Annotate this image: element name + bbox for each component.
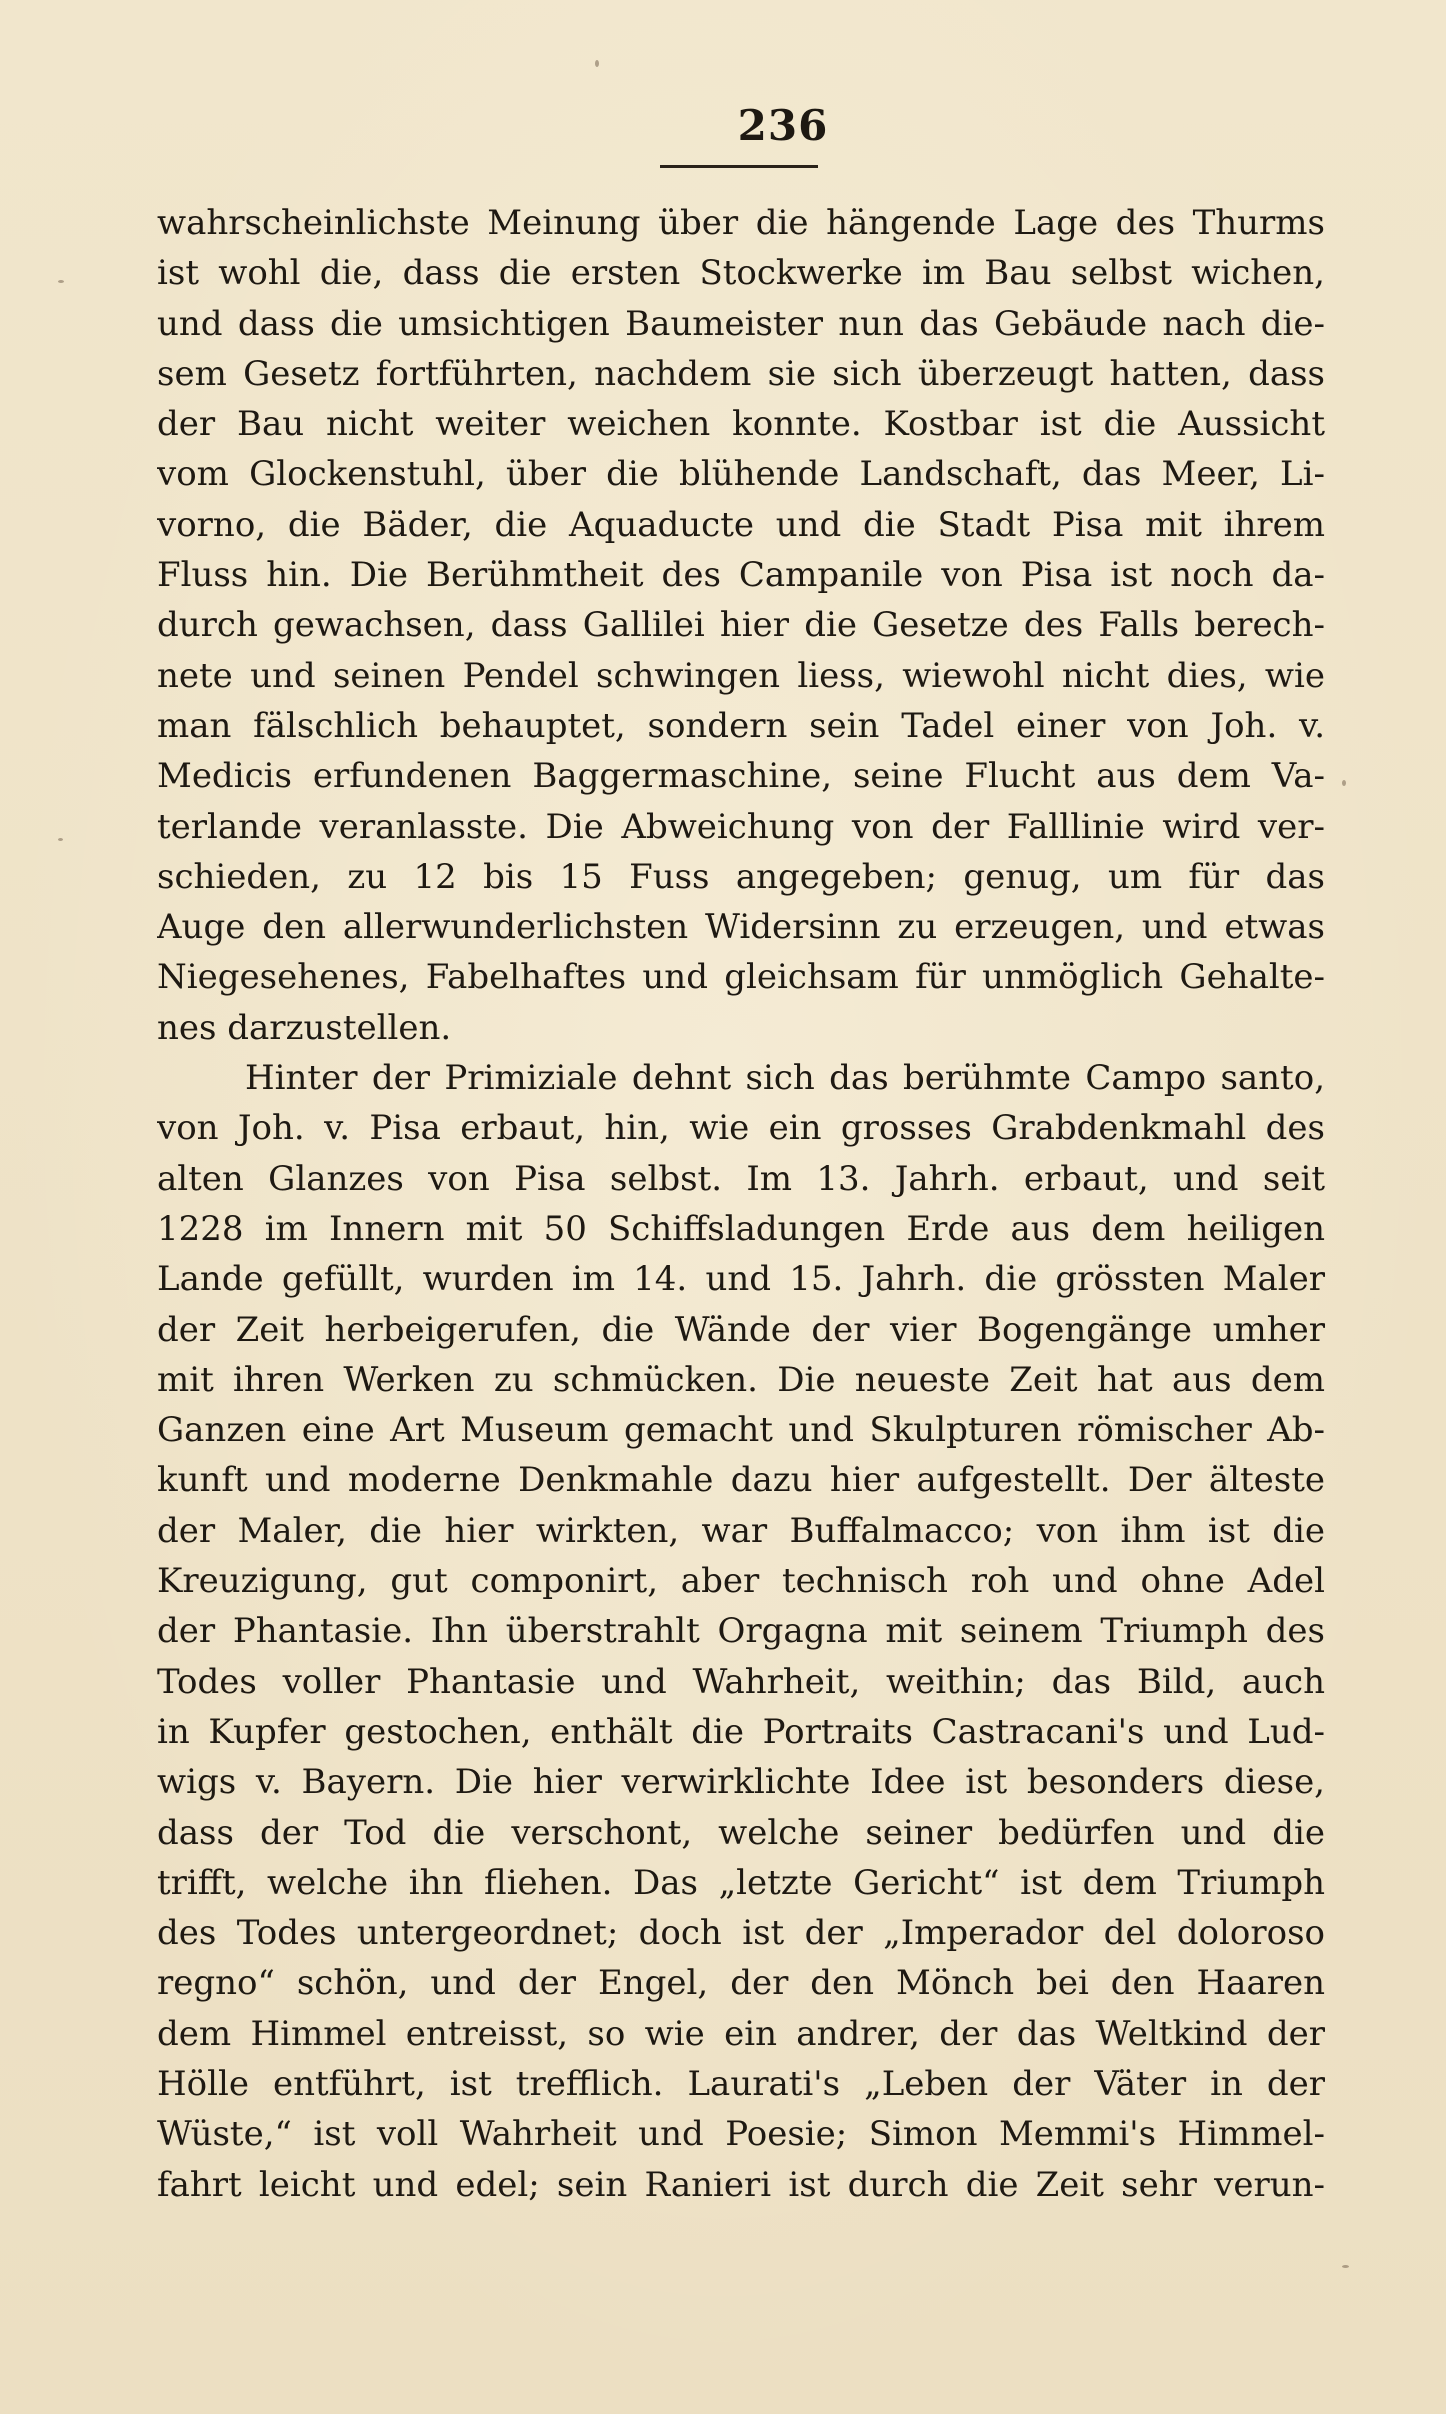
- page-number-rule: [660, 165, 818, 168]
- text-line: regno“ schön, und der Engel, der den Mönch bei den Haaren: [157, 1963, 1325, 2004]
- text-line: nete und seinen Pendel schwingen liess, wiewohl nicht dies, wie: [157, 655, 1325, 696]
- text-line: der Bau nicht weiter weichen konnte. Kostbar ist die Aussicht: [157, 404, 1325, 445]
- text-line: nes darzustellen.: [157, 1007, 452, 1048]
- text-line: wahrscheinlichste Meinung über die hängende Lage des Thurms: [157, 203, 1325, 243]
- paper-speck: [58, 838, 63, 841]
- text-line: kunft und moderne Denkmahle dazu hier aufgestellt. Der älteste: [157, 1460, 1325, 1501]
- text-line: dem Himmel entreisst, so wie ein andrer, der das Weltkind der: [157, 2013, 1325, 2054]
- text-line: durch gewachsen, dass Gallilei hier die Gesetze des Falls berech-: [157, 605, 1325, 646]
- paper-speck: [1342, 2265, 1349, 2268]
- text-line: ist wohl die, dass die ersten Stockwerke im Bau selbst wichen,: [157, 253, 1325, 294]
- text-line: wigs v. Bayern. Die hier verwirklichte Idee ist besonders diese,: [157, 1762, 1325, 1803]
- text-line: Ganzen eine Art Museum gemacht und Skulpturen römischer Ab-: [157, 1410, 1325, 1451]
- text-line: Fluss hin. Die Berühmtheit des Campanile von Pisa ist noch da-: [157, 555, 1325, 596]
- paper-speck: [1342, 780, 1346, 786]
- page-number: 236: [737, 101, 829, 150]
- text-line: Hölle entführt, ist trefflich. Laurati's „Leben der Väter in der: [157, 2063, 1325, 2104]
- text-line: Auge den allerwunderlichsten Widersinn zu erzeugen, und etwas: [157, 907, 1325, 948]
- text-line: der Phantasie. Ihn überstrahlt Orgagna mit seinem Triumph des: [157, 1611, 1325, 1652]
- text-line: Wüste,“ ist voll Wahrheit und Poesie; Simon Memmi's Himmel-: [157, 2114, 1325, 2155]
- text-line: vom Glockenstuhl, über die blühende Landschaft, das Meer, Li-: [157, 454, 1325, 495]
- text-line: sem Gesetz fortführten, nachdem sie sich überzeugt hatten, dass: [157, 353, 1325, 394]
- text-line: Niegesehenes, Fabelhaftes und gleichsam für unmöglich Gehalte-: [157, 957, 1325, 998]
- text-line: terlande veranlasste. Die Abweichung von der Falllinie wird ver-: [157, 806, 1325, 847]
- text-line: Todes voller Phantasie und Wahrheit, weithin; das Bild, auch: [157, 1661, 1325, 1702]
- text-line: Medicis erfundenen Baggermaschine, seine Flucht aus dem Va-: [157, 756, 1325, 797]
- body-text: [157, 198, 1325, 2210]
- text-line: der Maler, die hier wirkten, war Buffalmacco; von ihm ist die: [157, 1510, 1325, 1551]
- text-line: dass der Tod die verschont, welche seiner bedürfen und die: [157, 1812, 1325, 1853]
- paper-speck: [595, 60, 599, 67]
- text-line: und dass die umsichtigen Baumeister nun das Gebäude nach die-: [157, 303, 1325, 344]
- text-line: alten Glanzes von Pisa selbst. Im 13. Jahrh. erbaut, und seit: [157, 1158, 1325, 1199]
- text-line: trifft, welche ihn fliehen. Das „letzte Gericht“ ist dem Triumph: [157, 1862, 1325, 1903]
- text-line: von Joh. v. Pisa erbaut, hin, wie ein grosses Grabdenkmahl des: [157, 1108, 1325, 1149]
- text-line: Hinter der Primiziale dehnt sich das berühmte Campo santo,: [245, 1058, 1325, 1099]
- text-line: Lande gefüllt, wurden im 14. und 15. Jahrh. die grössten Maler: [157, 1259, 1325, 1300]
- text-line: mit ihren Werken zu schmücken. Die neueste Zeit hat aus dem: [157, 1359, 1325, 1400]
- text-line: man fälschlich behauptet, sondern sein Tadel einer von Joh. v.: [157, 705, 1325, 746]
- text-line: des Todes untergeordnet; doch ist der „Imperador del doloroso: [157, 1913, 1325, 1954]
- text-line: 1228 im Innern mit 50 Schiffsladungen Erde aus dem heiligen: [157, 1208, 1325, 1249]
- text-line: vorno, die Bäder, die Aquaducte und die Stadt Pisa mit ihrem: [157, 504, 1325, 545]
- text-line: in Kupfer gestochen, enthält die Portraits Castracani's und Lud-: [157, 1711, 1325, 1752]
- text-line: Kreuzigung, gut componirt, aber technisch roh und ohne Adel: [157, 1561, 1325, 1602]
- text-line: der Zeit herbeigerufen, die Wände der vier Bogengänge umher: [157, 1309, 1325, 1350]
- paper-speck: [58, 280, 64, 283]
- text-line: fahrt leicht und edel; sein Ranieri ist durch die Zeit sehr verun-: [157, 2164, 1325, 2205]
- text-line: schieden, zu 12 bis 15 Fuss angegeben; genug, um für das: [157, 856, 1325, 897]
